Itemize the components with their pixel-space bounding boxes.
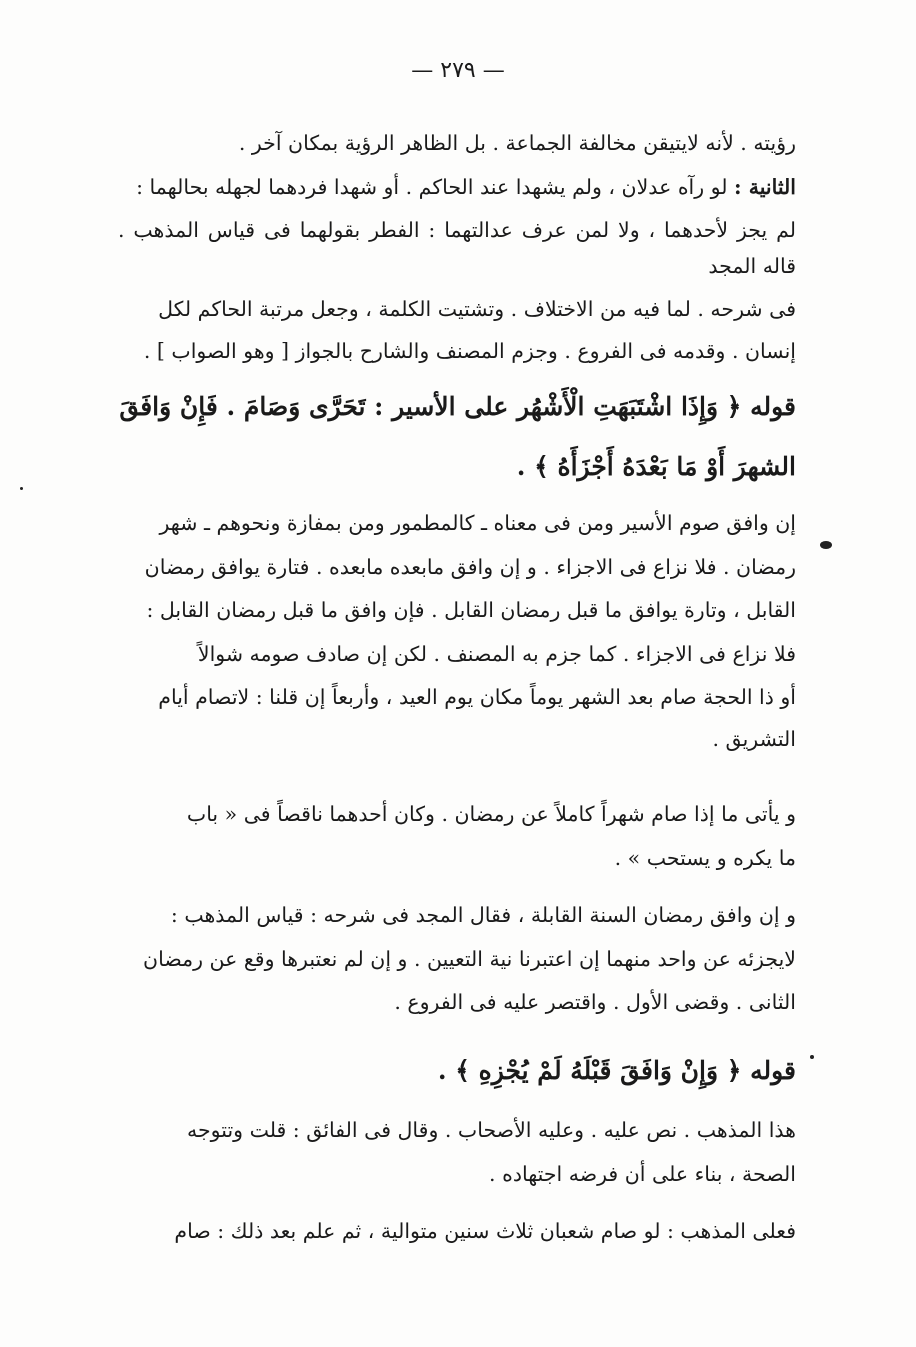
paragraph: [118, 1113, 796, 1192]
text-span: لو رآه عدلان ، ولم يشهدا عند الحاكم . أو شهدا فردهما لجهله بحالهما :: [136, 174, 735, 199]
heading-block: [118, 1052, 796, 1090]
paragraph: [118, 1214, 796, 1250]
quoted-heading: قوله ﴿ وَإِذَا اشْتَبَهَتِ الْأَشْهُر على الأسير : تَحَرَّى وَصَامَ . فَإِنْ وَافَقَ: [119, 392, 796, 421]
text-line: إنسان . وقدمه فى الفروع . وجزم المصنف والشارح بالجواز [ وهو الصواب ] .: [143, 338, 796, 363]
text-line: القابل ، وتارة يوافق ما قبل رمضان القابل . فإن وافق ما قبل رمضان القابل :: [146, 598, 796, 622]
text-line: [118, 170, 796, 206]
paragraph: [118, 797, 796, 876]
section-label: الثانية :: [734, 174, 796, 199]
text-line: رمضان . فلا نزاع فى الاجزاء . و إن وافق مابعده مابعده . فتارة يوافق رمضان: [144, 554, 796, 579]
text-line: و إن وافق رمضان السنة القابلة ، فقال المجد فى شرحه : قياس المذهب :: [170, 903, 796, 927]
text-line: فلا نزاع فى الاجزاء . كما جزم به المصنف . لكن إن صادف صومه شوالاً: [197, 641, 796, 666]
text-line: لم يجز لأحدهما ، ولا لمن عرف عدالتهما : الفطر بقولهما فى قياس المذهب . قاله المجد: [118, 218, 796, 278]
text-line: أو ذا الحجة صام بعد الشهر يوماً مكان يوم العيد ، وأربعاً إن قلنا : لاتصام أيام: [158, 685, 796, 709]
paragraph: [118, 506, 796, 757]
page-number: — ٢٧٩ —: [411, 58, 505, 83]
text-line: الصحة ، بناء على أن فرضه اجتهاده .: [489, 1161, 796, 1186]
text-line: لايجزئه عن واحد منهما إن اعتبرنا نية التعيين . و إن لم نعتبرها وقع عن رمضان: [143, 946, 796, 971]
text-line: رؤيته . لأنه لايتيقن مخالفة الجماعة . بل الظاهر الرؤية بمكان آخر .: [238, 131, 796, 155]
main-text: [118, 126, 796, 369]
scan-speck: [820, 541, 832, 549]
paragraph: [118, 898, 796, 1021]
quoted-heading: الشهرَ أَوْ مَا بَعْدَهُ أَجْزَأَهُ ﴾ .: [516, 452, 796, 481]
text-line: فى شرحه . لما فيه من الاختلاف . وتشتيت الكلمة ، وجعل مرتبة الحاكم لكل: [158, 297, 796, 321]
text-line: التشريق .: [712, 726, 796, 751]
text-line: و يأتى ما إذا صام شهراً كاملاً عن رمضان . وكان أحدهما ناقصاً فى « باب: [186, 802, 796, 826]
text-line: فعلى المذهب : لو صام شعبان ثلاث سنين متوالية ، ثم علم بعد ذلك : صام: [174, 1219, 796, 1243]
text-line: إن وافق صوم الأسير ومن فى معناه ـ كالمطمور ومن بمفازة ونحوهم ـ شهر: [159, 511, 796, 535]
scan-speck: [20, 487, 23, 490]
scan-speck: [810, 1055, 814, 1059]
quoted-heading: قوله ﴿ وَإِنْ وَافَقَ قَبْلَهُ لَمْ يُجْزِهِ ﴾ .: [437, 1056, 796, 1085]
text-line: ما يكره و يستحب » .: [614, 845, 796, 870]
heading-block: [118, 388, 796, 486]
text-line: هذا المذهب . نص عليه . وعليه الأصحاب . وقال فى الفائق : قلت وتتوجه: [187, 1118, 796, 1142]
text-line: الثانى . وقضى الأول . واقتصر عليه فى الفروع .: [394, 990, 796, 1014]
